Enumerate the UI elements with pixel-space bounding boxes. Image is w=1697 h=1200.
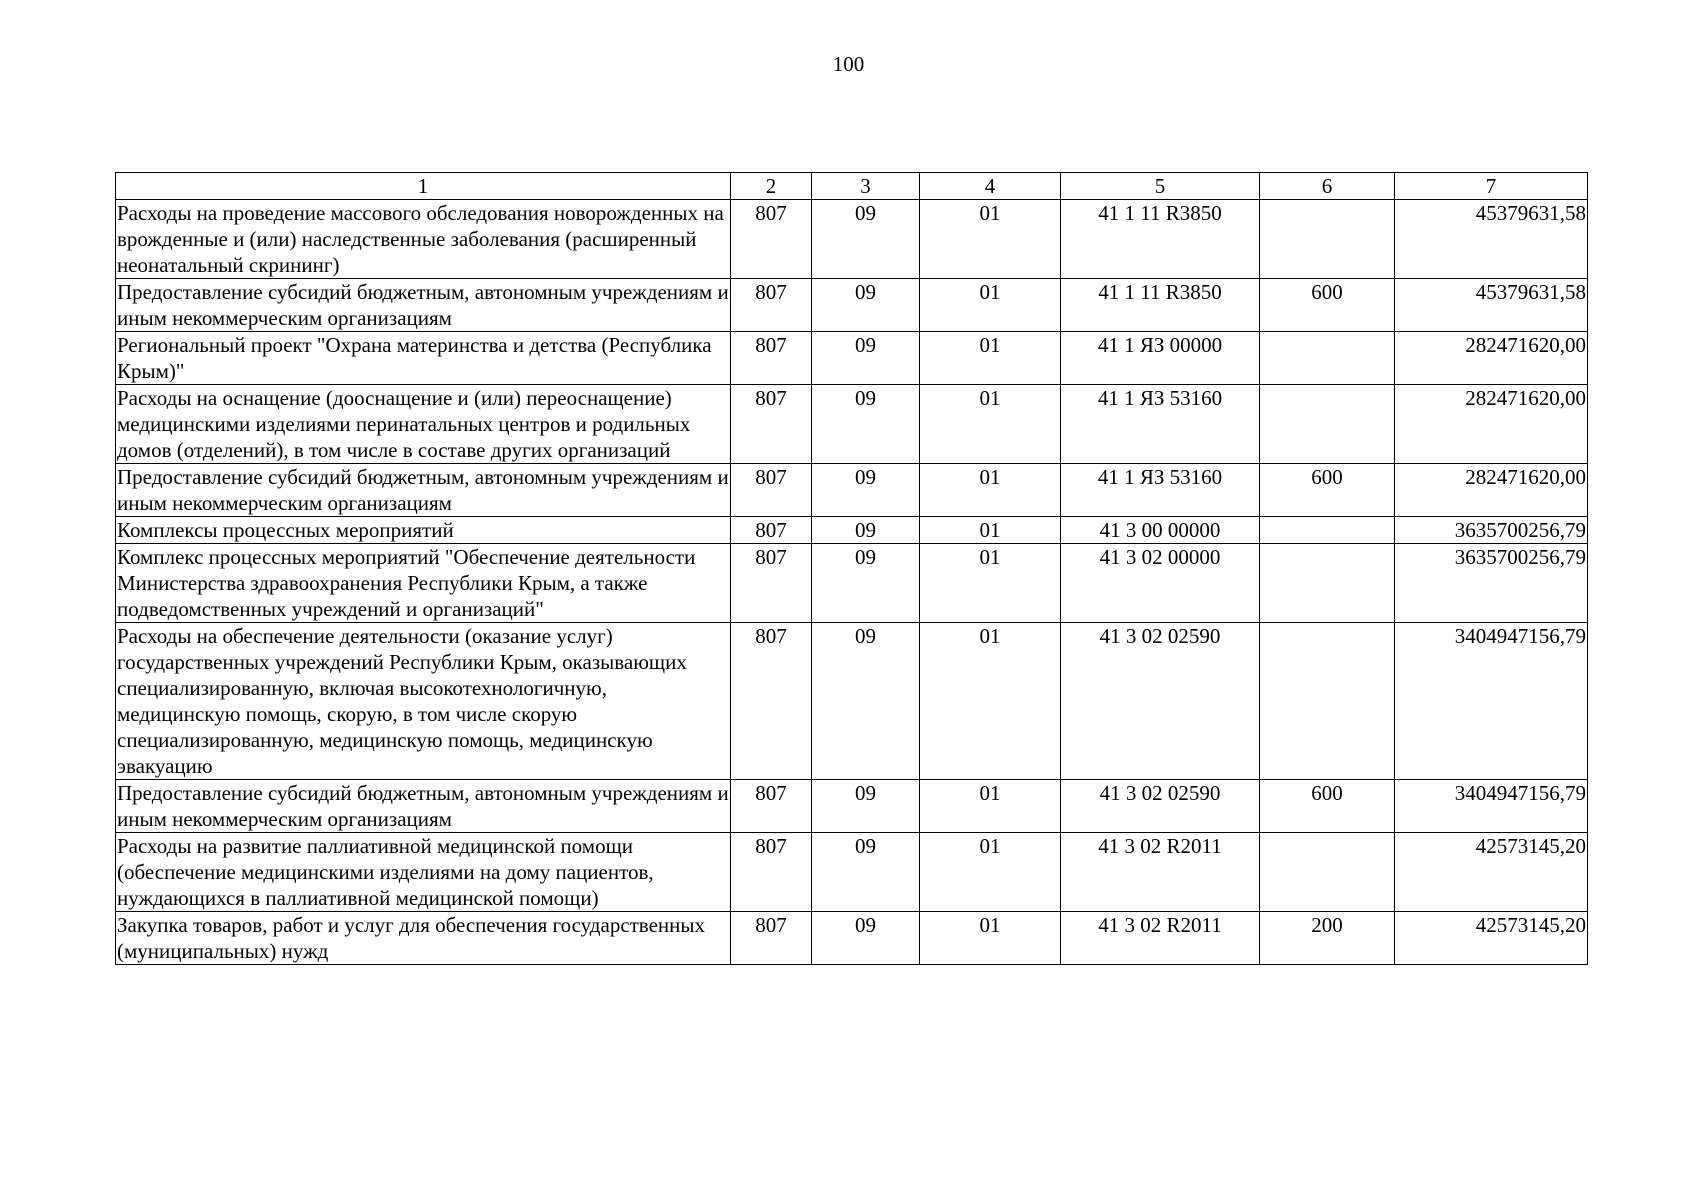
header-col-1: 1 [116, 173, 731, 200]
row-col-4: 01 [920, 332, 1061, 385]
row-name: Расходы на развитие паллиативной медицинской помощи (обеспечение медицинскими изделиями на дому пациентов, нуждающихся в паллиативной медицинской помощи) [116, 833, 731, 912]
row-col-5: 41 1 ЯЗ 00000 [1061, 332, 1260, 385]
row-col-6 [1260, 623, 1395, 780]
row-col-5: 41 3 02 R2011 [1061, 912, 1260, 965]
row-col-3: 09 [812, 464, 920, 517]
row-col-2: 807 [731, 623, 812, 780]
row-col-7: 3404947156,79 [1395, 780, 1588, 833]
row-col-5: 41 1 ЯЗ 53160 [1061, 464, 1260, 517]
row-col-6 [1260, 517, 1395, 544]
page-number: 100 [832, 52, 865, 76]
row-col-2: 807 [731, 332, 812, 385]
row-col-2: 807 [731, 200, 812, 279]
row-col-5: 41 1 11 R3850 [1061, 200, 1260, 279]
row-col-6 [1260, 332, 1395, 385]
row-col-4: 01 [920, 517, 1061, 544]
row-col-5: 41 3 00 00000 [1061, 517, 1260, 544]
row-col-4: 01 [920, 780, 1061, 833]
row-name: Предоставление субсидий бюджетным, автономным учреждениям и иным некоммерческим организациям [117, 280, 729, 330]
row-col-6: 600 [1260, 780, 1395, 833]
row-col-7: 282471620,00 [1395, 464, 1588, 517]
row-col-4: 01 [920, 544, 1061, 623]
row-col-3: 09 [812, 833, 920, 912]
table-row [116, 279, 1588, 332]
row-col-7: 42573145,20 [1395, 912, 1588, 965]
header-col-3: 3 [812, 173, 920, 200]
row-col-3: 09 [812, 544, 920, 623]
row-col-6 [1260, 200, 1395, 279]
row-name: Комплекс процессных мероприятий "Обеспечение деятельности Министерства здравоохранения Республики Крым, а также подведомственных учреждений и организаций" [116, 544, 731, 623]
row-col-5: 41 3 02 00000 [1061, 544, 1260, 623]
row-col-3: 09 [812, 332, 920, 385]
row-col-5: 41 3 02 02590 [1061, 780, 1260, 833]
table-row [116, 780, 1588, 833]
header-col-7: 7 [1395, 173, 1588, 200]
row-col-6 [1260, 544, 1395, 623]
row-col-2: 807 [731, 780, 812, 833]
table-row [116, 623, 1588, 780]
row-col-7: 45379631,58 [1395, 279, 1588, 332]
row-name: Закупка товаров, работ и услуг для обеспечения государственных (муниципальных) нужд [116, 912, 731, 965]
row-col-5: 41 3 02 R2011 [1061, 833, 1260, 912]
row-col-2: 807 [731, 833, 812, 912]
row-col-5: 41 1 ЯЗ 53160 [1061, 385, 1260, 464]
row-name: Расходы на обеспечение деятельности (оказание услуг) государственных учреждений Республики Крым, оказывающих специализированную, включая высокотехнологичную, медицинскую помощь, скорую, в том числе скорую специализированную, медицинскую помощь, медицинскую эвакуацию [116, 623, 731, 780]
row-col-7: 282471620,00 [1395, 385, 1588, 464]
row-col-5: 41 1 11 R3850 [1061, 279, 1260, 332]
table-row [116, 912, 1588, 965]
row-col-7: 3635700256,79 [1395, 517, 1588, 544]
row-col-3: 09 [812, 279, 920, 332]
row-col-3: 09 [812, 200, 920, 279]
row-col-4: 01 [920, 279, 1061, 332]
row-name: Региональный проект "Охрана материнства и детства (Республика Крым)" [116, 332, 731, 385]
row-name: Предоставление субсидий бюджетным, автономным учреждениям и иным некоммерческим организациям [117, 781, 729, 831]
header-col-6: 6 [1260, 173, 1395, 200]
row-col-3: 09 [812, 912, 920, 965]
row-col-7: 3404947156,79 [1395, 623, 1588, 780]
row-col-4: 01 [920, 385, 1061, 464]
table-row [116, 833, 1588, 912]
row-col-7: 45379631,58 [1395, 200, 1588, 279]
row-col-6 [1260, 833, 1395, 912]
row-col-2: 807 [731, 517, 812, 544]
table-row [116, 332, 1588, 385]
header-col-2: 2 [731, 173, 812, 200]
row-col-3: 09 [812, 385, 920, 464]
row-col-2: 807 [731, 544, 812, 623]
row-col-2: 807 [731, 385, 812, 464]
row-name: Расходы на оснащение (дооснащение и (или) переоснащение) медицинскими изделиями перинатальных центров и родильных домов (отделений), в том числе в составе других организаций [116, 385, 731, 464]
row-col-2: 807 [731, 912, 812, 965]
row-col-4: 01 [920, 833, 1061, 912]
row-col-5: 41 3 02 02590 [1061, 623, 1260, 780]
table-row [116, 464, 1588, 517]
row-col-4: 01 [920, 200, 1061, 279]
row-col-7: 3635700256,79 [1395, 544, 1588, 623]
row-name: Предоставление субсидий бюджетным, автономным учреждениям и иным некоммерческим организациям [117, 465, 729, 515]
row-col-6: 600 [1260, 464, 1395, 517]
header-col-5: 5 [1061, 173, 1260, 200]
header-row [116, 173, 1588, 200]
row-col-7: 42573145,20 [1395, 833, 1588, 912]
row-col-6: 200 [1260, 912, 1395, 965]
row-name: Комплексы процессных мероприятий [116, 517, 731, 544]
row-col-3: 09 [812, 780, 920, 833]
table-row [116, 385, 1588, 464]
row-col-6 [1260, 385, 1395, 464]
row-name: Расходы на проведение массового обследования новорожденных на врожденные и (или) наследственные заболевания (расширенный неонатальный скрининг) [116, 200, 731, 279]
row-col-6: 600 [1260, 279, 1395, 332]
row-col-3: 09 [812, 623, 920, 780]
row-col-4: 01 [920, 912, 1061, 965]
row-col-4: 01 [920, 464, 1061, 517]
row-col-3: 09 [812, 517, 920, 544]
row-col-2: 807 [731, 279, 812, 332]
table-row [116, 517, 1588, 544]
row-col-4: 01 [920, 623, 1061, 780]
table-row [116, 200, 1588, 279]
budget-table [115, 172, 1588, 965]
header-col-4: 4 [920, 173, 1061, 200]
row-col-2: 807 [731, 464, 812, 517]
table-row [116, 544, 1588, 623]
row-col-7: 282471620,00 [1395, 332, 1588, 385]
